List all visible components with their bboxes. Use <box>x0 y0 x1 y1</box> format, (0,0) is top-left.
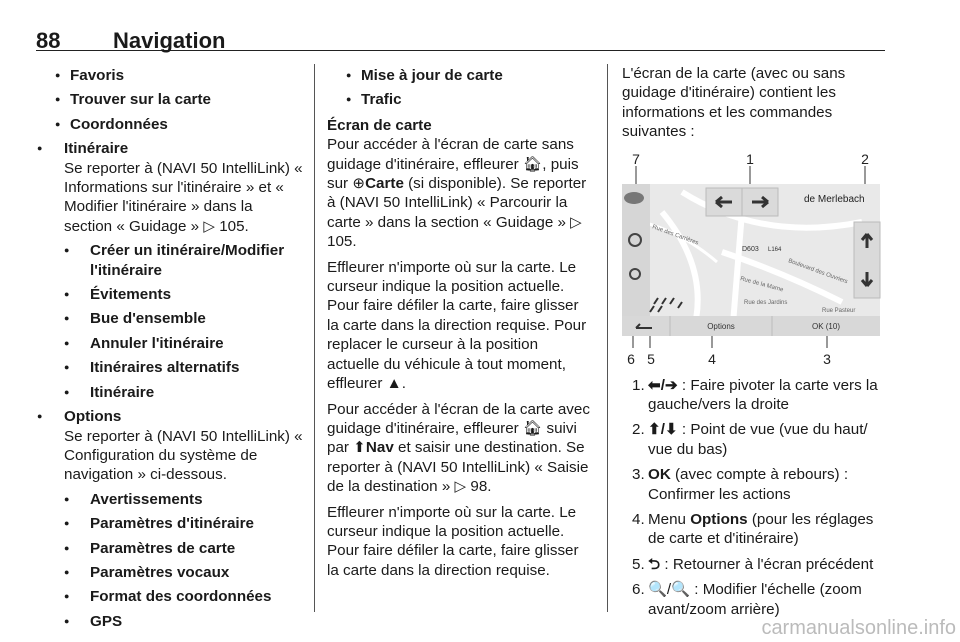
options-button-label: Options <box>707 321 735 331</box>
list-item: ● Bue d'ensemble <box>64 309 304 328</box>
legend-list <box>622 376 886 619</box>
list-item: ● Mise à jour de carte <box>327 66 592 85</box>
map-screen <box>622 152 884 370</box>
section-label: ● Itinéraire <box>64 140 129 158</box>
section-text: Se reporter à (NAVI 50 IntelliLink) « Configuration du système de navigation » ci-dessous. <box>64 427 303 484</box>
section-text: Se reporter à (NAVI 50 IntelliLink) « Informations sur l'itinéraire » et « Modifier l'itinéraire » dans la section « Guidage » ▷ 105. <box>64 159 303 235</box>
list-item: 3. OK (avec compte à rebours) : Confirmer les actions <box>632 466 849 503</box>
list-item: ● Favoris <box>36 66 304 85</box>
ok-button-label: OK (10) <box>811 321 841 331</box>
paragraph: Effleurer n'importe où sur la carte. Le curseur indique la position actuelle. Pour faire défiler la carte, faire glisser la carte dans la direction requise. <box>327 503 579 579</box>
column-1 <box>36 64 304 631</box>
home-icon: 🏠︎ <box>522 155 543 173</box>
paragraph: L'écran de la carte (avec ou sans guidage d'itinéraire) contient les informations et les commandes suivantes : <box>622 65 846 141</box>
list-item: 4. Menu Options (pour les réglages de carte et d'itinéraire) <box>632 511 874 548</box>
column-2 <box>327 64 592 580</box>
section-heading: Écran de carte <box>327 116 432 134</box>
nav-arrow-icon: ⬆ <box>353 439 366 457</box>
list-item: ● Paramètres d'itinéraire <box>64 514 304 533</box>
list-item: 2. ⬆/⬇ : Point de vue (vue du haut/ vue du bas) <box>632 421 868 458</box>
street-label: Rue Pasteur <box>822 307 856 314</box>
place-label: de Merlebach <box>804 193 865 205</box>
street-label: Rue des Jardins <box>744 299 788 306</box>
list-item: ● Évitements <box>64 285 304 304</box>
list-item: ● Trafic <box>327 90 592 109</box>
list-item: ● Paramètres vocaux <box>64 563 304 582</box>
callout-3: 3 <box>823 350 831 367</box>
callout-6: 6 <box>627 350 635 367</box>
list-item: ● Paramètres de carte <box>64 539 304 558</box>
page-number: 88 <box>36 28 61 53</box>
section-itineraire <box>36 139 304 236</box>
list-item: ● Format des coordonnées <box>64 587 304 606</box>
section-options <box>36 407 304 485</box>
callout-4: 4 <box>708 350 716 367</box>
section-label: ● Options <box>64 408 122 426</box>
street-label: Boulevard des Ouvriers <box>787 257 849 285</box>
home-icon: 🏠︎ <box>522 419 543 437</box>
rotate-arrows-icon: ⬅/➔ <box>648 376 678 394</box>
map-illustration <box>622 152 884 370</box>
list-item: ● GPS <box>64 612 304 631</box>
paragraph: Pour accéder à l'écran de la carte avec guidage d'itinéraire, effleurer 🏠︎ suivi par ⬆Nav et saisir une destination. Se reporter à (NAVI 50 IntelliLink) « Saisie de la destination » ▷ 98. <box>327 400 590 496</box>
callout-5: 5 <box>647 350 655 367</box>
page-header <box>36 28 885 51</box>
list-item: 6. 🔍/🔍 : Modifier l'échelle (zoom avant/zoom arrière) <box>632 581 862 618</box>
paragraph: Effleurer n'importe où sur la carte. Le curseur indique la position actuelle. Pour faire défiler la carte, faire glisser la carte dans la direction requise. Pour replacer le curseur à la position actuelle du véhicule à tout moment, effleurer ▲. <box>327 258 587 393</box>
list-item: ● Itinéraires alternatifs <box>64 358 304 377</box>
back-icon: ⮌ <box>648 555 661 573</box>
compass-icon: ⊕ <box>352 175 366 193</box>
callout-7: 7 <box>632 151 640 167</box>
column-divider <box>314 64 315 612</box>
list-item: ● Coordonnées <box>36 115 304 134</box>
road-label: D603 <box>742 245 759 253</box>
page-title: Navigation <box>113 28 226 53</box>
column-divider <box>607 64 608 612</box>
watermark: carmanualsonline.info <box>761 617 956 639</box>
list-item: ● Avertissements <box>64 490 304 509</box>
list-item: 5. ⮌ : Retourner à l'écran précédent <box>632 555 874 573</box>
caret-up-icon: ▲ <box>386 375 402 393</box>
list-item: 1. ⬅/➔ : Faire pivoter la carte vers la gauche/vers la droite <box>632 376 878 414</box>
tilt-arrows-icon: ⬆/⬇ <box>648 421 678 439</box>
street-label: Rue de la Marne <box>739 275 784 294</box>
street-label: Rue des Carrières <box>651 223 700 247</box>
callout-1: 1 <box>746 151 754 167</box>
paragraph: Pour accéder à l'écran de carte sans guidage d'itinéraire, effleurer 🏠︎, puis sur ⊕Carte (si disponible). Se reporter à (NAVI 50 IntelliLink) « Parcourir la carte » dans la section « Guidage » ▷ 105. <box>327 136 587 251</box>
zoom-icon: 🔍/🔍 <box>648 581 691 599</box>
callout-2: 2 <box>861 151 869 167</box>
list-item: ● Trouver sur la carte <box>36 90 304 109</box>
road-label: L164 <box>768 246 782 253</box>
list-item: ● Annuler l'itinéraire <box>64 334 304 353</box>
list-item: ● Créer un itinéraire/Modifier l'itinéraire <box>64 241 304 280</box>
list-item: ● Itinéraire <box>64 383 304 402</box>
column-3 <box>622 64 886 619</box>
